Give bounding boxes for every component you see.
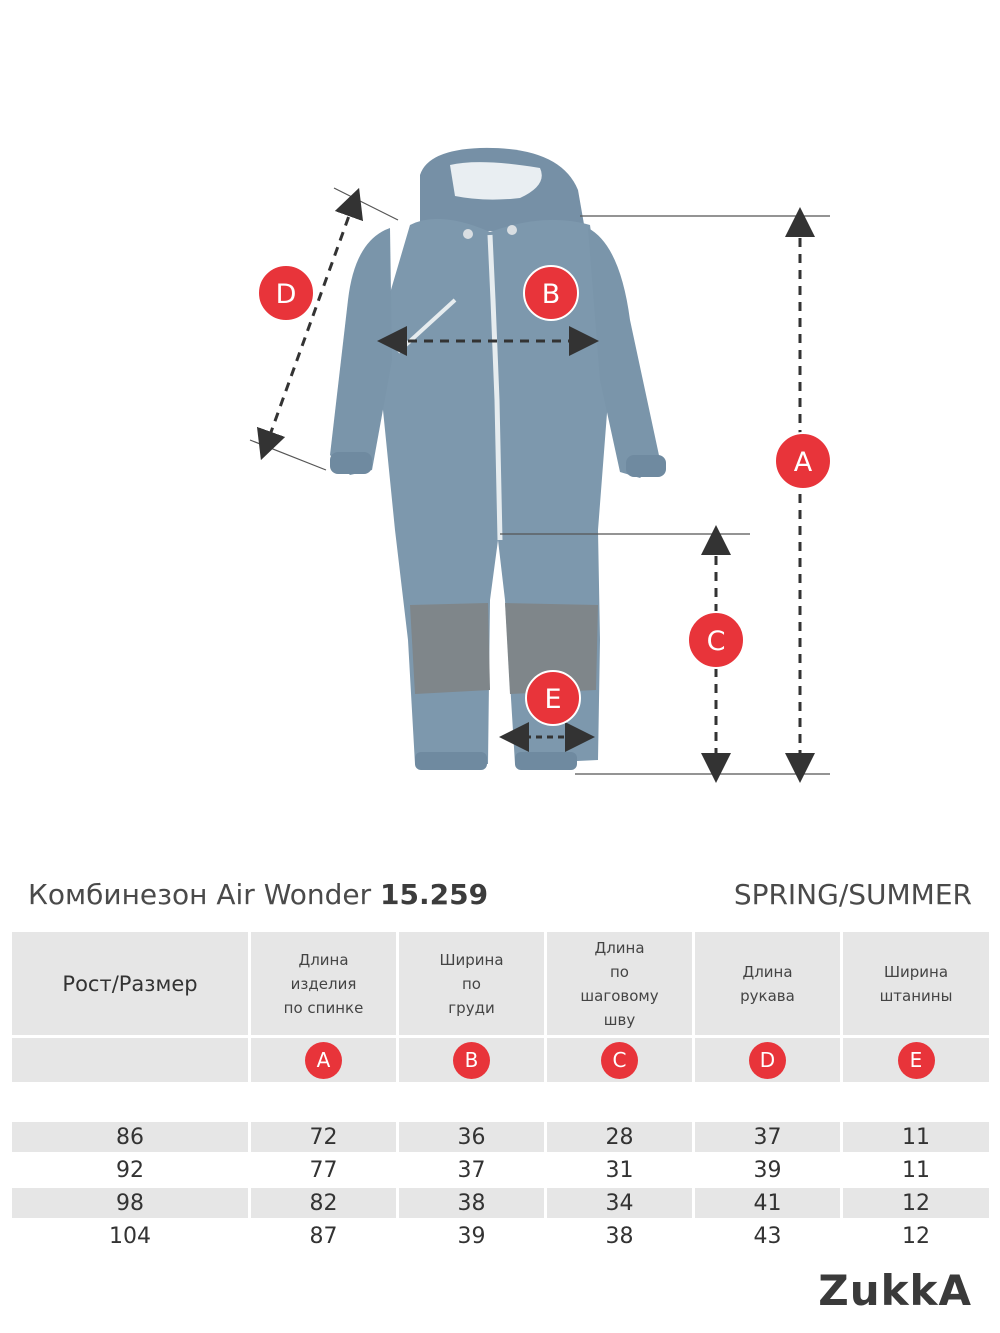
table-badge-d: D bbox=[749, 1042, 786, 1079]
table-cell: 98 bbox=[12, 1188, 248, 1218]
table-badge-e: E bbox=[898, 1042, 935, 1079]
svg-text:E: E bbox=[544, 684, 562, 715]
season-label: SPRING/SUMMER bbox=[733, 878, 972, 911]
table-cell: 38 bbox=[605, 1223, 634, 1249]
table-cell: 39 bbox=[457, 1223, 486, 1249]
table-cell: 38 bbox=[399, 1188, 544, 1218]
badge-b bbox=[524, 266, 578, 320]
svg-text:D: D bbox=[275, 279, 297, 310]
header-col-b: Ширина по груди bbox=[399, 932, 544, 1035]
table-row bbox=[12, 1122, 989, 1152]
badge-cell-d bbox=[695, 1038, 840, 1082]
table-cell: 82 bbox=[251, 1188, 396, 1218]
badge-cell-b bbox=[399, 1038, 544, 1082]
jumpsuit-illustration bbox=[330, 148, 666, 770]
table-cell: 104 bbox=[109, 1223, 151, 1249]
svg-text:A: A bbox=[793, 447, 813, 478]
table-badge-a: A bbox=[305, 1042, 342, 1079]
table-badge-b: B bbox=[453, 1042, 490, 1079]
table-cell: 43 bbox=[753, 1223, 782, 1249]
badge-e bbox=[526, 671, 580, 725]
table-header-row bbox=[12, 932, 989, 1035]
badge-a bbox=[775, 433, 831, 489]
table-row bbox=[12, 1155, 989, 1185]
header-col-d: Длина рукава bbox=[695, 932, 840, 1035]
table-cell: 77 bbox=[309, 1157, 338, 1183]
header-col-e: Ширина штанины bbox=[843, 932, 989, 1035]
table-cell: 37 bbox=[457, 1157, 486, 1183]
header-col-c: Длина по шаговому шву bbox=[547, 932, 692, 1035]
table-cell: 12 bbox=[843, 1188, 989, 1218]
table-row bbox=[12, 1221, 989, 1251]
table-cell: 31 bbox=[605, 1157, 634, 1183]
badge-row-empty bbox=[12, 1038, 248, 1082]
product-code: 15.259 bbox=[380, 878, 489, 911]
product-name: Комбинезон Air Wonder bbox=[28, 878, 372, 911]
table-cell: 12 bbox=[902, 1223, 930, 1249]
svg-text:C: C bbox=[706, 626, 726, 657]
product-title bbox=[28, 878, 488, 911]
table-cell: 86 bbox=[12, 1122, 248, 1152]
table-cell: 87 bbox=[309, 1223, 338, 1249]
table-cell: 11 bbox=[902, 1157, 930, 1183]
table-row bbox=[12, 1188, 989, 1218]
table-cell: 39 bbox=[753, 1157, 782, 1183]
table-cell: 11 bbox=[843, 1122, 989, 1152]
table-cell: 41 bbox=[695, 1188, 840, 1218]
table-cell: 92 bbox=[116, 1157, 144, 1183]
badge-cell-e bbox=[843, 1038, 989, 1082]
svg-text:B: B bbox=[541, 279, 561, 310]
table-cell: 36 bbox=[399, 1122, 544, 1152]
header-col-a: Длина изделия по спинке bbox=[251, 932, 396, 1035]
badge-d bbox=[258, 265, 314, 321]
badge-c bbox=[688, 612, 744, 668]
header-height-size: Рост/Размер bbox=[12, 932, 248, 1035]
table-badge-row bbox=[12, 1038, 989, 1082]
table-cell: 37 bbox=[695, 1122, 840, 1152]
title-row bbox=[28, 878, 972, 918]
table-cell: 28 bbox=[547, 1122, 692, 1152]
brand-logo: ZukkA bbox=[818, 1266, 972, 1315]
badge-cell-c bbox=[547, 1038, 692, 1082]
table-cell: 34 bbox=[547, 1188, 692, 1218]
table-badge-c: C bbox=[601, 1042, 638, 1079]
table-cell: 72 bbox=[251, 1122, 396, 1152]
badge-cell-a bbox=[251, 1038, 396, 1082]
